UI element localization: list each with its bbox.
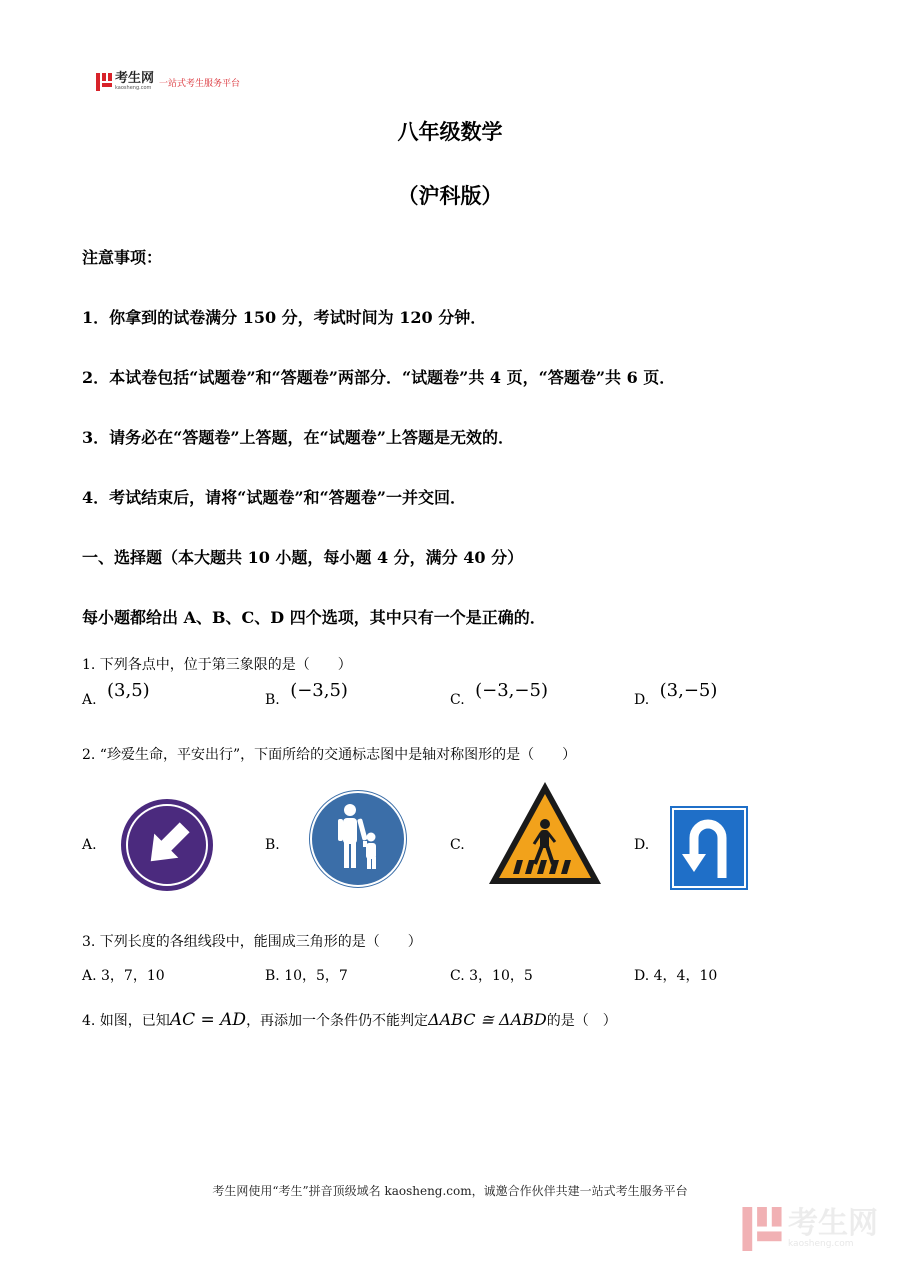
q1-option-d: D. (3,−5) [634, 680, 718, 708]
q2-option-a-label: A. [82, 837, 97, 853]
question-2-stem: 2. “珍爱生命，平安出行”，下面所给的交通标志图中是轴对称图形的是（ ） [82, 747, 577, 763]
q2-option-d-label: D. [634, 837, 650, 853]
logo-slogan: 一站式考生服务平台 [159, 78, 241, 89]
question-1-stem: 1. 下列各点中，位于第三象限的是（ ） [82, 657, 352, 673]
q4-math-ac-ad: AC = AD [169, 1010, 247, 1030]
q1-option-b: B. (−3,5) [265, 680, 348, 708]
q3-option-c: C. 3，10，5 [450, 968, 533, 984]
section-heading: 一、选择题（本大题共 10 小题，每小题 4 分，满分 40 分） [82, 548, 524, 567]
question-3-stem: 3. 下列长度的各组线段中，能围成三角形的是（ ） [82, 934, 422, 950]
notice-item-2: 2．本试卷包括“试题卷”和“答题卷”两部分．“试题卷”共 4 页，“答题卷”共 6 页． [82, 368, 676, 387]
kaosheng-logo-icon [96, 73, 112, 91]
page-footer: 考生网使用“考生”拼音顶级域名 kaosheng.com，诚邀合作伙伴共建一站式考生服务平台 [212, 1184, 688, 1198]
notice-item-3: 3．请务必在“答题卷”上答题，在“试题卷”上答题是无效的． [82, 428, 514, 447]
watermark-text: 考生网 kaosheng.com [788, 1206, 878, 1249]
q3-option-a: A. 3，7，10 [82, 968, 165, 984]
section-instruction: 每小题都给出 A、B、C、D 四个选项，其中只有一个是正确的． [82, 608, 546, 627]
q3-option-b: B. 10，5，7 [265, 968, 348, 984]
q4-math-congruence: ΔABC ≅ ΔABD [428, 1010, 547, 1029]
notice-heading: 注意事项： [82, 248, 163, 267]
pedestrian-crossing-warning-sign-icon [487, 780, 603, 892]
q1-option-c: C. (−3,−5) [450, 680, 548, 708]
header-logo [96, 72, 240, 92]
page-title: 八年级数学 [397, 119, 503, 144]
logo-name: 考生网 kaosheng.com [115, 71, 155, 91]
u-turn-sign-icon [670, 806, 748, 894]
q3-option-d: D. 4，4，10 [634, 968, 718, 984]
notice-item-1: 1．你拿到的试卷满分 150 分，考试时间为 120 分钟． [82, 308, 487, 327]
question-4-stem: 4. 如图，已知AC = AD，再添加一个条件仍不能判定ΔABC ≅ ΔABD的是（ ） [82, 1010, 617, 1030]
watermark [742, 1207, 878, 1251]
q2-option-b-label: B. [265, 837, 280, 853]
watermark-logo-icon [742, 1207, 782, 1251]
keep-right-arrow-sign-icon [120, 798, 214, 896]
pedestrian-with-child-sign-icon [307, 788, 409, 894]
q2-option-c-label: C. [450, 837, 465, 853]
logo-domain: kaosheng.com [115, 85, 152, 91]
q1-option-a: A. (3,5) [82, 680, 150, 708]
notice-item-4: 4．考试结束后，请将“试题卷”和“答题卷”一并交回． [82, 488, 466, 507]
page-subtitle: （沪科版） [397, 183, 503, 208]
